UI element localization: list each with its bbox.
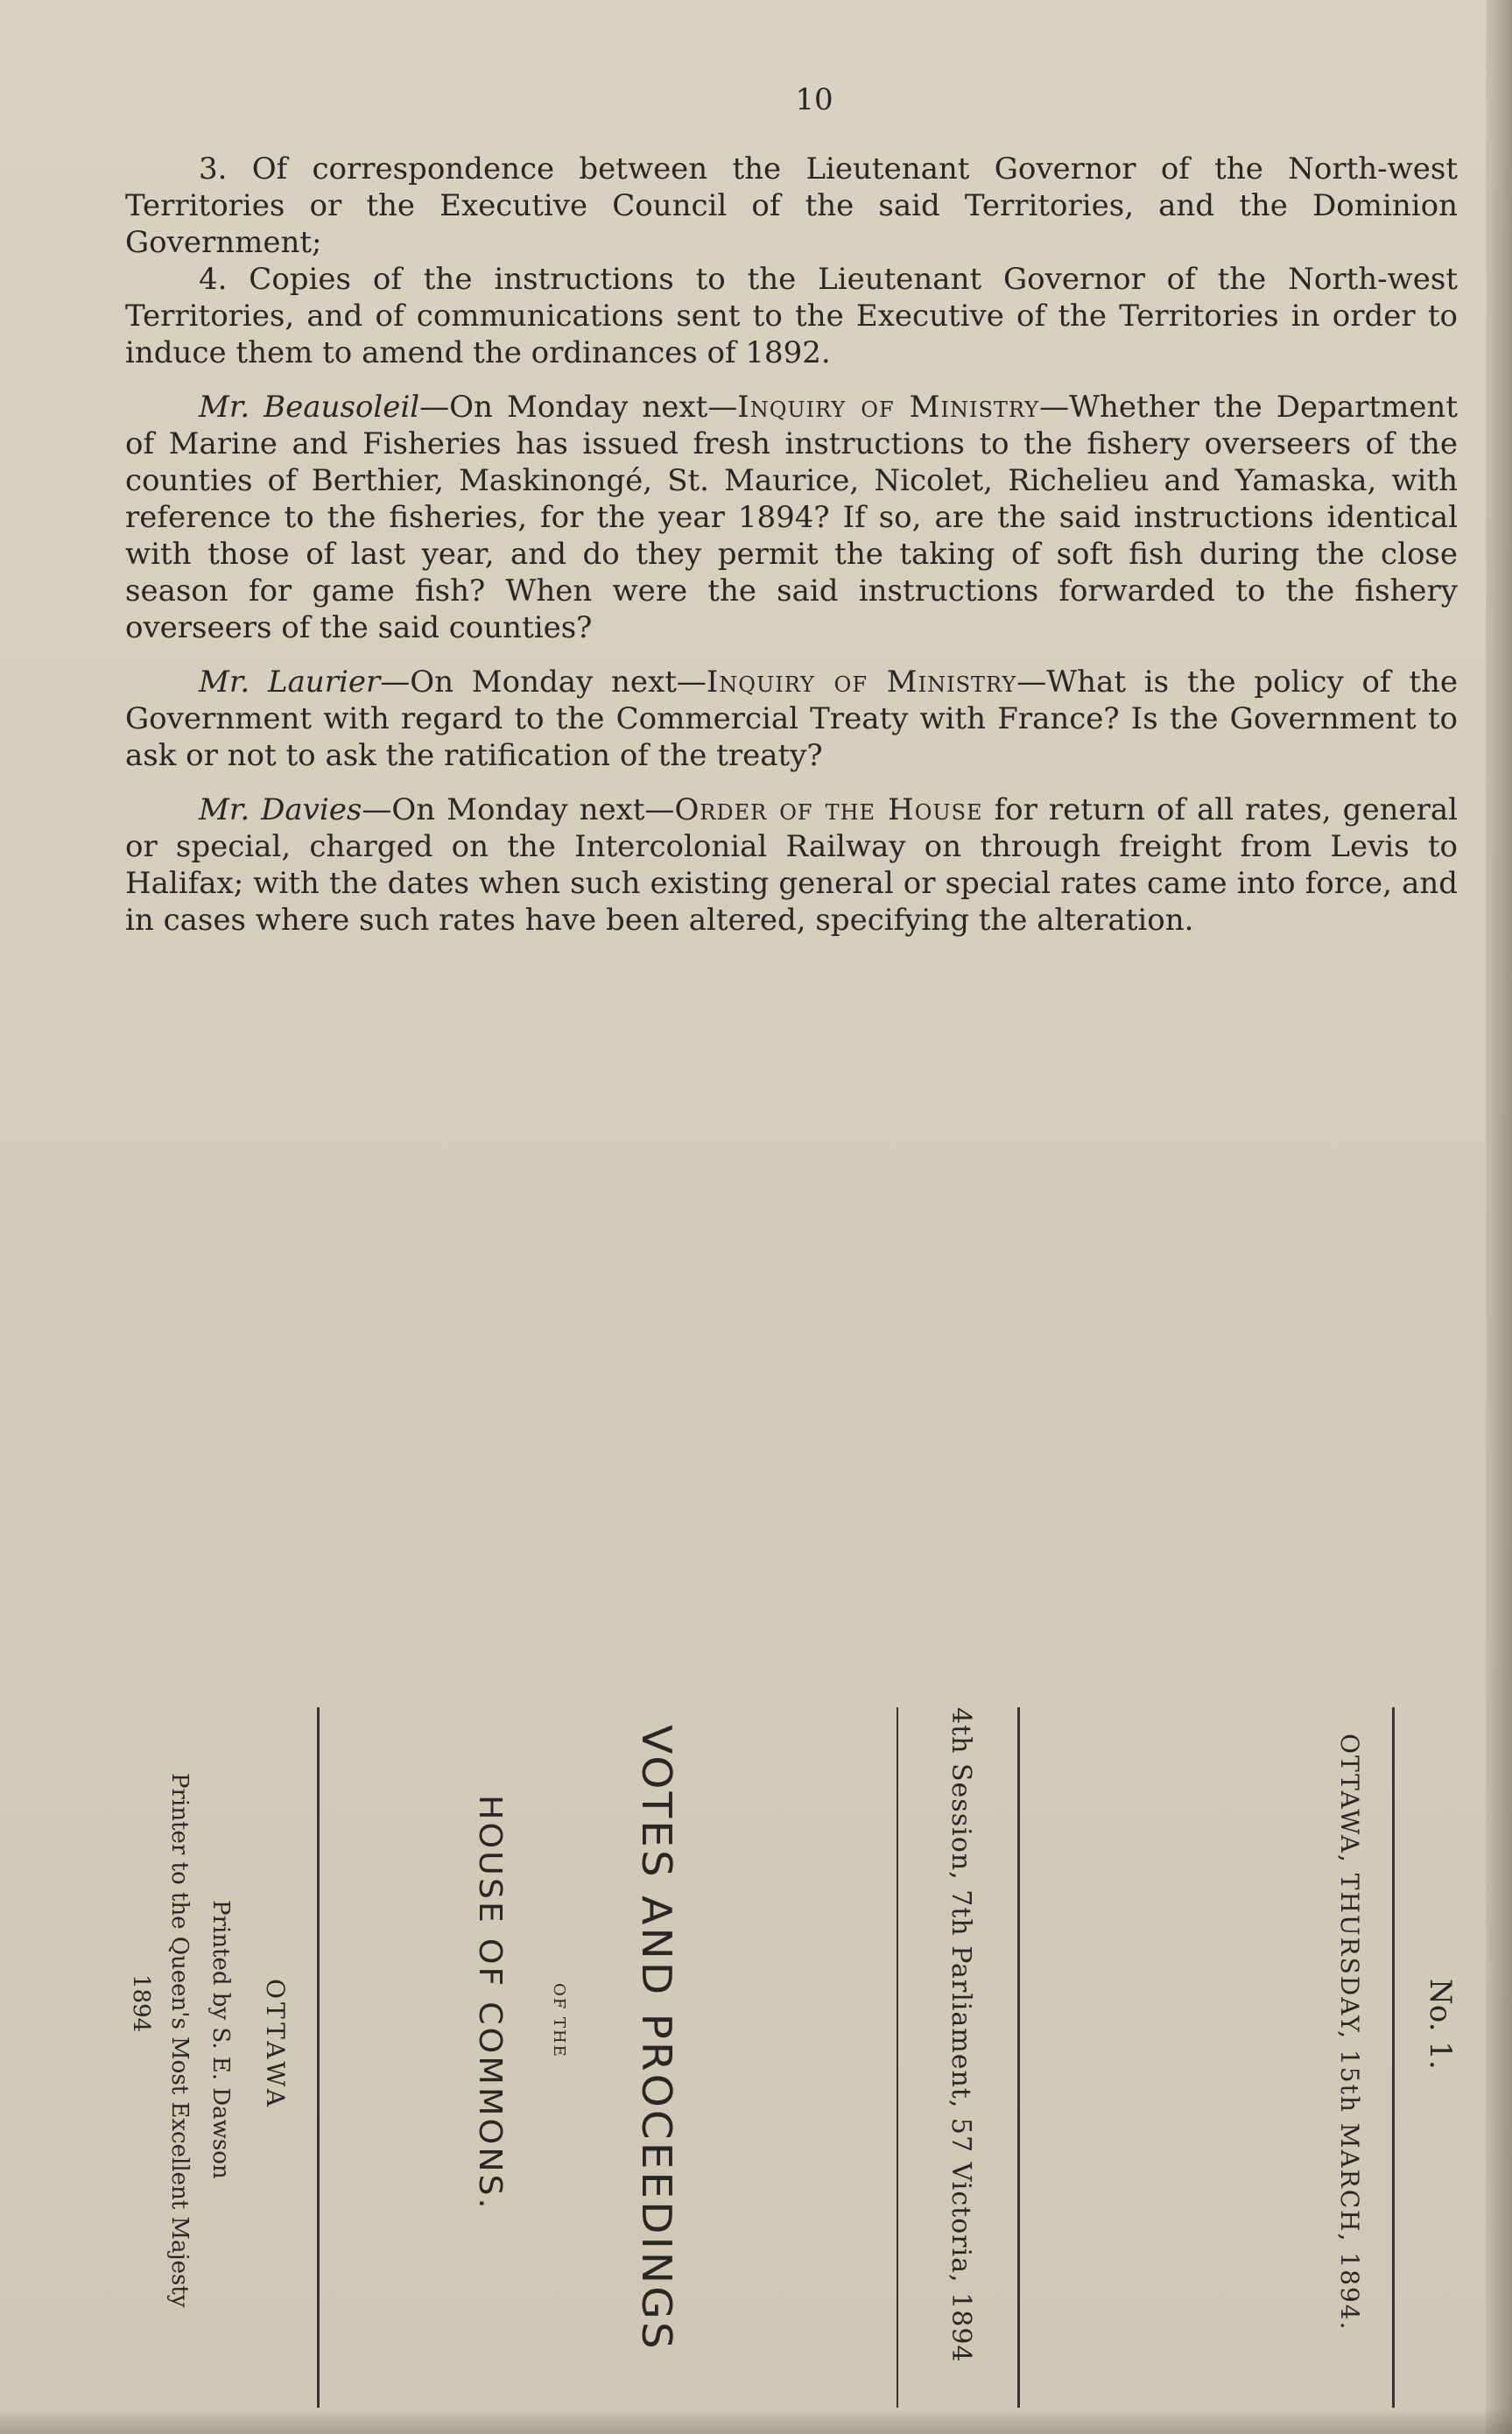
imprint-printer-title: Printer to the Queen's Most Excellent Majesty bbox=[166, 1773, 193, 2308]
notice-member: Mr. Davies bbox=[199, 792, 362, 827]
imprint-city: OTTAWA bbox=[261, 1979, 290, 2110]
item-4: 4. Copies of the instructions to the Lieutenant Governor of the North-west Territories, and of communications sent to the Executive of the Territories in order to induce them to amend the ordinances of 1892. bbox=[125, 262, 1458, 370]
issue-number: No. 1. bbox=[1423, 1979, 1458, 2070]
notice-member: Mr. Laurier bbox=[199, 665, 381, 700]
notice-kind: Order of the House bbox=[674, 792, 983, 827]
notice-text: —What is the policy of the Government with regard to the Commercial Treaty with France? Is the Government to ask or not to ask the ratification of the treaty? bbox=[125, 665, 1458, 773]
notice-when: —On Monday next— bbox=[380, 665, 707, 700]
page-number: 10 bbox=[795, 82, 833, 117]
rule-session-right bbox=[1017, 1707, 1020, 2408]
rule-session-left bbox=[897, 1707, 898, 2408]
notice-member: Mr. Beausoleil bbox=[199, 390, 420, 425]
notice-kind: Inquiry of Ministry bbox=[737, 390, 1040, 425]
issue-date: OTTAWA, THURSDAY, 15th MARCH, 1894. bbox=[1335, 1734, 1364, 2332]
notice-when: —On Monday next— bbox=[419, 390, 738, 425]
notice-laurier bbox=[125, 664, 1458, 774]
notice-beausoleil bbox=[125, 389, 1458, 646]
session-line: 4th Session, 7th Parliament, 57 Victoria, 1894 bbox=[946, 1707, 976, 2363]
rule-left bbox=[317, 1707, 320, 2408]
imprint-year: 1894 bbox=[128, 1974, 154, 2033]
cover-title: VOTES AND PROCEEDINGS bbox=[632, 1725, 680, 2352]
notice-when: —On Monday next— bbox=[362, 792, 675, 827]
notice-text: —Whether the Department of Marine and Fisheries has issued fresh instructions to the fishery overseers of the counties of Berthier, Maskinongé, St. Maurice, Nicolet, Richelieu and Yamaska, with reference to the fisheries, for the year 1894? If so, are the said instructions identical with those of last year, and do they permit the taking of soft fish during the close season for game fish? When were the said instructions forwarded to the fishery overseers of the said counties? bbox=[125, 390, 1458, 645]
rule-right bbox=[1392, 1707, 1395, 2408]
item-3: 3. Of correspondence between the Lieutenant Governor of the North-west Territories or the Executive Council of the said Territories, and the Dominion Government; bbox=[125, 151, 1458, 260]
notice-kind: Inquiry of Ministry bbox=[706, 665, 1017, 700]
body-text bbox=[125, 151, 1458, 939]
notice-davies bbox=[125, 791, 1458, 939]
notice-text: for return of all rates, general or special, charged on the Intercolonial Railway on through freight from Levis to Halifax; with the dates when such existing general or special rates came into force, and in cases where such rates have been altered, specifying the alteration. bbox=[125, 792, 1458, 938]
page-bottom-shadow bbox=[0, 2411, 1512, 2434]
cover-of-the: OF THE bbox=[550, 1983, 568, 2058]
cover-house: HOUSE OF COMMONS. bbox=[472, 1795, 510, 2212]
cover-section bbox=[128, 1690, 1488, 2408]
page-edge-shadow bbox=[1486, 0, 1512, 2434]
imprint-printer: Printed by S. E. Dawson bbox=[207, 1900, 234, 2179]
